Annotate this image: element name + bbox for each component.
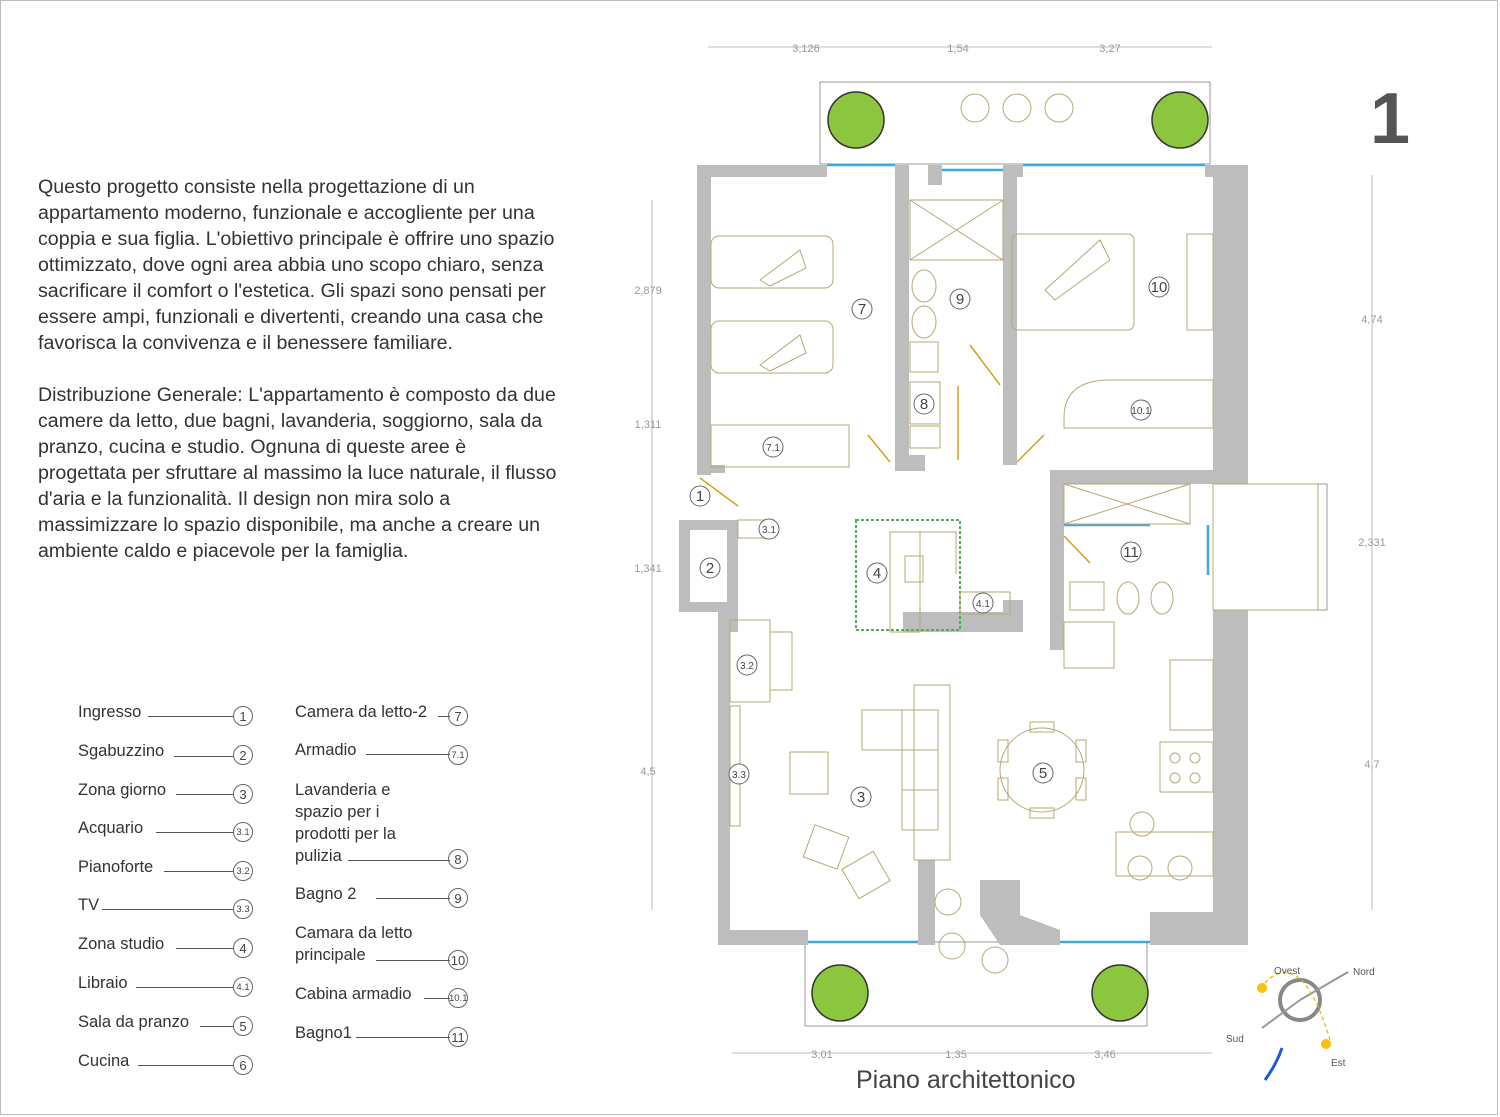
legend-number: 9 <box>448 888 468 908</box>
dim-left-3: 1,341 <box>634 563 662 575</box>
room-3-2: 3.2 <box>740 661 754 672</box>
legend-label: TV <box>78 896 100 914</box>
legend-number: 3 <box>233 784 253 804</box>
room-10-1: 10.1 <box>1131 406 1151 417</box>
room-3: 3 <box>856 789 866 806</box>
legend-number: 1 <box>233 706 253 726</box>
legend-number: 7 <box>448 706 468 726</box>
compass-ovest: Ovest <box>1274 966 1301 977</box>
legend-label: Sgabuzzino <box>78 742 165 760</box>
room-3-1: 3.1 <box>762 525 776 536</box>
room-10: 10 <box>1150 279 1168 296</box>
room-7: 7 <box>857 301 867 318</box>
dim-top-1: 3,126 <box>792 43 820 55</box>
legend-label: Zona studio <box>78 935 165 953</box>
legend-label: Armadio <box>295 741 357 759</box>
room-2: 2 <box>705 560 715 577</box>
legend-label: Sala da pranzo <box>78 1013 189 1031</box>
legend-label: Camara da letto principale <box>295 924 413 964</box>
legend-label: Cabina armadio <box>295 985 412 1003</box>
compass-est: Est <box>1331 1058 1346 1069</box>
legend-number: 4.1 <box>233 977 253 997</box>
plant-icon <box>812 965 868 1021</box>
description-paragraph-1: Questo progetto consiste nella progettazione di un appartamento moderno, funzionale e accogliente per una coppia e sua figlia. L'obiettivo principale è offrire uno spazio ottimizzato, dove ogni area abbia uno scopo chiaro, senza sacrificare il comfort o l'estetica. Gli spazi sono pensati per essere ampi, funzionali e divertenti, creando una casa che favorisca la convivenza e il benessere familiare. <box>38 176 555 354</box>
legend-number: 11 <box>448 1027 468 1047</box>
plan-title: Piano architettonico <box>856 1066 1076 1094</box>
dim-right-2: 2,331 <box>1358 537 1386 549</box>
sheet-number: 1 <box>1370 79 1411 159</box>
legend-label: Libraio <box>78 974 128 992</box>
sun-icon <box>1321 1039 1331 1049</box>
legend-number: 6 <box>233 1055 253 1075</box>
legend-label: Pianoforte <box>78 858 154 876</box>
legend-number: 10 <box>448 950 468 970</box>
wind-arrow-icon <box>1265 1048 1282 1080</box>
room-4-1: 4.1 <box>976 599 990 610</box>
plant-icon <box>1152 92 1208 148</box>
dim-left-4: 4,5 <box>640 766 656 778</box>
room-label-texts <box>696 279 1168 806</box>
legend-number: 4 <box>233 938 253 958</box>
legend-number: 10.1 <box>448 988 468 1008</box>
legend-label: Acquario <box>78 819 144 837</box>
dim-top-2: 1,54 <box>947 43 969 55</box>
plant-icon <box>1092 965 1148 1021</box>
legend-label: Ingresso <box>78 703 142 721</box>
room-labels <box>690 277 1169 807</box>
dim-right-1: 4,74 <box>1361 314 1383 326</box>
plant-icon <box>828 92 884 148</box>
compass-nord: Nord <box>1353 967 1375 978</box>
legend-number: 3.1 <box>233 822 253 842</box>
dim-left-2: 1,311 <box>634 419 662 431</box>
dim-right-3: 4,7 <box>1364 759 1380 771</box>
legend-label: Camera da letto-2 <box>295 703 428 721</box>
description-paragraph-2: Distribuzione Generale: L'appartamento è composto da due camere da letto, due bagni, lavanderia, soggiorno, sala da pranzo, cucina e studio. Ognuna di queste aree è progettata per sfruttare al massimo la luce naturale, il flusso d'aria e la funzionalità. Il design non mira solo a massimizzare lo spazio disponibile, ma anche a creare un ambiente caldo e piacevole per la famiglia. <box>38 384 557 562</box>
dim-top-3: 3,27 <box>1099 43 1121 55</box>
room-11: 11 <box>1123 544 1139 561</box>
room-9: 9 <box>955 291 965 308</box>
room-8: 8 <box>919 396 929 413</box>
dim-bottom-1: 3,01 <box>811 1049 833 1061</box>
legend-label: Bagno 2 <box>295 885 357 903</box>
dim-bottom-2: 1,35 <box>945 1049 967 1061</box>
legend-number: 7.1 <box>448 745 468 765</box>
compass-sud: Sud <box>1226 1034 1244 1045</box>
sun-icon <box>1257 983 1267 993</box>
legend-label: Cucina <box>78 1052 130 1070</box>
dim-bottom-3: 3,46 <box>1094 1049 1116 1061</box>
legend-label: Zona giorno <box>78 781 167 799</box>
legend-number: 3.2 <box>233 861 253 881</box>
room-7-1: 7.1 <box>766 443 780 454</box>
room-3-3: 3.3 <box>732 770 746 781</box>
legend-number: 5 <box>233 1016 253 1036</box>
room-1: 1 <box>695 488 705 505</box>
room-5: 5 <box>1038 765 1048 782</box>
legend-label: Bagno1 <box>295 1024 352 1042</box>
legend-label: Lavanderia e spazio per i prodotti per la pulizia <box>295 781 396 865</box>
legend-number: 3.3 <box>233 899 253 919</box>
dim-left-1: 2,879 <box>634 285 662 297</box>
room-4: 4 <box>872 565 882 582</box>
legend-number: 2 <box>233 745 253 765</box>
legend-number: 8 <box>448 849 468 869</box>
